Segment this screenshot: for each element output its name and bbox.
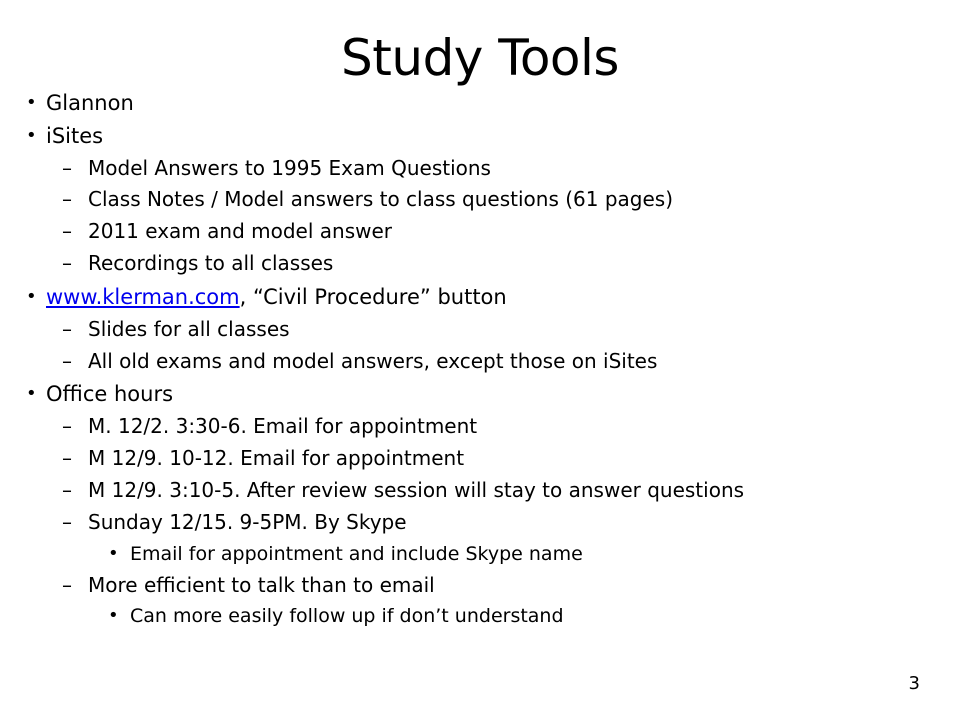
bullet-marker: •	[26, 286, 37, 307]
dash-marker: –	[62, 573, 72, 597]
sub-item-text: More efficient to talk than to email	[88, 573, 435, 597]
sub-item-text: M 12/9. 10-12. Email for appointment	[88, 446, 465, 470]
sub-sub-item-text: Email for appointment and include Skype name	[130, 543, 583, 565]
dash-marker: –	[62, 478, 72, 502]
sub-item-text: All old exams and model answers, except those on iSites	[88, 349, 658, 373]
sub-sub-item-text: Can more easily follow up if don’t understand	[130, 605, 564, 627]
klerman-link-suffix: , “Civil Procedure” button	[239, 285, 507, 309]
dash-marker: –	[62, 349, 72, 373]
dash-marker: –	[62, 251, 72, 275]
bullet-marker: •	[26, 92, 37, 113]
slide-title: Study Tools	[341, 29, 619, 87]
sub-item-text: Model Answers to 1995 Exam Questions	[88, 156, 491, 180]
sub-item-text: 2011 exam and model answer	[88, 219, 392, 243]
bullet-text: Office hours	[46, 382, 174, 406]
dash-marker: –	[62, 156, 72, 180]
sub-item-text: M. 12/2. 3:30-6. Email for appointment	[88, 414, 478, 438]
bullet-marker: •	[108, 605, 119, 626]
dash-marker: –	[62, 446, 72, 470]
bullet-marker: •	[26, 383, 37, 404]
bullet-marker: •	[26, 125, 37, 146]
bullet-text: Glannon	[46, 91, 134, 115]
bullet-text	[46, 282, 507, 312]
dash-marker: –	[62, 219, 72, 243]
sub-item-text: Sunday 12/15. 9-5PM. By Skype	[88, 510, 407, 534]
klerman-link[interactable]: www.klerman.com	[46, 285, 240, 309]
bullet-marker: •	[108, 543, 119, 564]
sub-item-text: Recordings to all classes	[88, 251, 334, 275]
page-number: 3	[908, 673, 920, 694]
dash-marker: –	[62, 187, 72, 211]
sub-item-text: M 12/9. 3:10-5. After review session will stay to answer questions	[88, 478, 745, 502]
bullet-text: iSites	[46, 124, 104, 148]
sub-item-text: Class Notes / Model answers to class questions (61 pages)	[88, 187, 674, 211]
dash-marker: –	[62, 510, 72, 534]
dash-marker: –	[62, 317, 72, 341]
sub-item-text: Slides for all classes	[88, 317, 290, 341]
dash-marker: –	[62, 414, 72, 438]
